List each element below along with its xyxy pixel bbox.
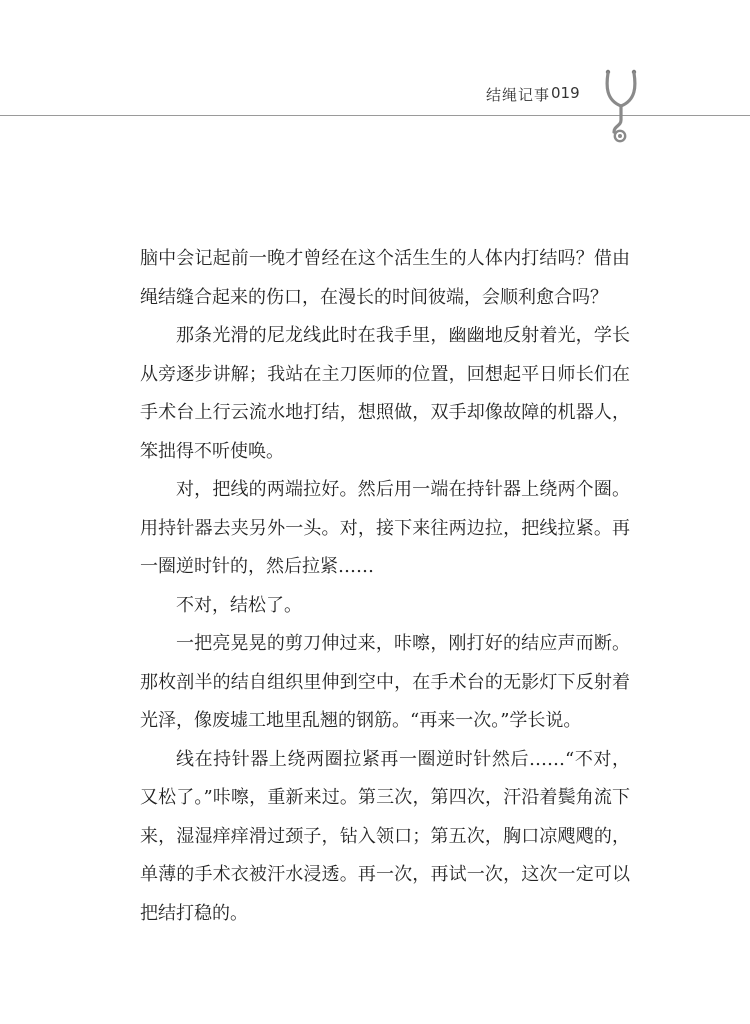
running-title: 结绳记事 <box>486 86 551 104</box>
paragraph-5: 一把亮晃晃的剪刀伸过来，咔嚓，刚打好的结应声而断。那枚剖半的结自组织里伸到空中，在手术台的无影灯下反射着光泽，像废墟工地里乱翘的钢筋。“再来一次。”学长说。 <box>140 633 630 731</box>
paragraph-2: 那条光滑的尼龙线此时在我手里，幽幽地反射着光，学长从旁逐步讲解；我站在主刀医师的位置，回想起平日师长们在手术台上行云流水地打结，想照做，双手却像故障的机器人，笨拙得不听使唤。 <box>140 325 630 462</box>
body-text <box>140 240 630 933</box>
page-header <box>0 0 750 150</box>
paragraph-3: 对，把线的两端拉好。然后用一端在持针器上绕两个圈。用持针器去夹另外一头。对，接下来往两边拉，把线拉紧。再一圈逆时针的，然后拉紧…… <box>140 479 630 577</box>
stethoscope-icon <box>600 66 644 146</box>
paragraph-6: 线在持针器上绕两圈拉紧再一圈逆时针然后……“不对，又松了。”咔嚓，重新来过。第三次，第四次，汗沿着鬓角流下来，湿湿痒痒滑过颈子，钻入领口；第五次，胸口凉飕飕的，单薄的手术衣被汗水浸透。再一次，再试一次，这次一定可以把结打稳的。 <box>140 748 630 924</box>
paragraph-1: 脑中会记起前一晚才曾经在这个活生生的人体内打结吗？借由绳结缝合起来的伤口，在漫长的时间彼端，会顺利愈合吗？ <box>140 248 630 308</box>
page-number: 019 <box>551 84 580 102</box>
paragraph-4: 不对，结松了。 <box>176 594 302 616</box>
